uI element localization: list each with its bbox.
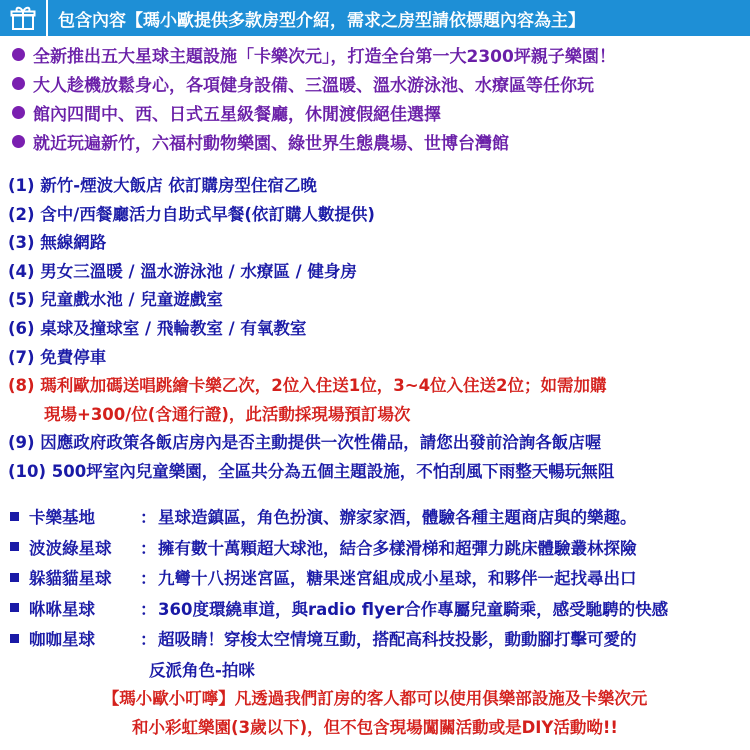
highlight-text: 全新推出五大星球主題設施「卡樂次元」，打造全台第一大2300坪親子樂園！	[33, 47, 616, 67]
zone-row	[8, 532, 748, 563]
highlight-item	[10, 40, 745, 69]
promo-item-continuation: 現場+300/位(含通行證)，此活動採現場預訂場次	[44, 404, 411, 424]
zone-colon: ：	[140, 538, 157, 558]
included-item: (10) 500坪室內兒童樂園，全區共分為五個主題設施，不怕刮風下雨整天暢玩無阻	[8, 461, 615, 481]
zone-description-continuation: 反派角色-拍咪	[149, 660, 255, 680]
included-item: (2) 含中/西餐廳活力自助式早餐(依訂購人數提供)	[8, 204, 375, 224]
tip-line: 和小彩虹樂園(3歲以下)，但不包含現場闖關活動或是DIY活動呦!!	[132, 718, 618, 737]
tip-notice	[0, 684, 750, 742]
zone-description: 360度環繞車道，與radio flyer合作專屬兒童騎乘，感受馳騁的快感	[158, 599, 669, 619]
bullet-dot-icon	[12, 77, 25, 90]
zone-description: 星球造鎮區，角色扮演、辦家家酒，體驗各種主題商店與的樂趣。	[158, 508, 637, 528]
header-title: 包含內容【瑪小歐提供多款房型介紹，需求之房型請依標題內容為主】	[58, 10, 585, 31]
square-bullet-icon	[10, 573, 19, 582]
zone-colon: ：	[140, 508, 157, 528]
included-item: (7) 免費停車	[8, 347, 107, 367]
zone-row	[8, 562, 748, 593]
zone-colon: ：	[140, 569, 157, 589]
included-item: (1) 新竹-煙波大飯店 依訂購房型住宿乙晚	[8, 176, 317, 195]
included-item: (9) 因應政府政策各飯店房內是否主動提供一次性備品，請您出發前洽詢各飯店喔	[8, 433, 602, 453]
square-bullet-icon	[10, 634, 19, 643]
zone-name: 躲貓貓星球	[29, 569, 112, 589]
highlight-item	[10, 69, 745, 98]
included-item: (5) 兒童戲水池 / 兒童遊戲室	[8, 290, 223, 310]
theme-zones-list	[8, 501, 748, 684]
zone-description: 超吸睛！穿梭太空情境互動，搭配高科技投影，動動腳打擊可愛的	[158, 630, 637, 650]
zone-description: 擁有數十萬顆超大球池，結合多樣滑梯和超彈力跳床體驗叢林探險	[158, 538, 637, 558]
highlight-text: 就近玩遍新竹，六福村動物樂園、綠世界生態農場、世博台灣館	[33, 134, 509, 154]
zone-row	[8, 593, 748, 624]
zone-name: 咻咻星球	[29, 599, 95, 619]
included-items-list	[8, 172, 746, 487]
zone-row	[8, 623, 748, 654]
zone-name: 波波綠星球	[29, 538, 112, 558]
header-bar	[0, 0, 750, 36]
highlight-text: 館內四間中、西、日式五星級餐廳，休閒渡假絕佳選擇	[33, 105, 441, 125]
square-bullet-icon	[10, 603, 19, 612]
bullet-dot-icon	[12, 106, 25, 119]
highlight-item	[10, 127, 745, 156]
highlight-item	[10, 98, 745, 127]
zone-row	[8, 501, 748, 532]
square-bullet-icon	[10, 542, 19, 551]
included-item: (3) 無線網路	[8, 233, 107, 253]
included-item: (6) 桌球及撞球室 / 飛輪教室 / 有氧教室	[8, 318, 307, 338]
promo-item: (8) 瑪利歐加碼送唱跳繪卡樂乙次，2位入住送1位，3~4位入住送2位；如需加購	[8, 376, 607, 396]
gift-icon	[0, 0, 48, 36]
bullet-dot-icon	[12, 135, 25, 148]
bullet-dot-icon	[12, 48, 25, 61]
zone-colon: ：	[140, 599, 157, 619]
zone-name: 咖咖星球	[29, 630, 95, 650]
zone-colon: ：	[140, 630, 157, 650]
highlights-list	[10, 40, 745, 156]
included-item: (4) 男女三溫暖 / 溫水游泳池 / 水療區 / 健身房	[8, 261, 357, 281]
tip-line: 【瑪小歐小叮嚀】凡透過我們訂房的客人都可以使用俱樂部設施及卡樂次元	[102, 689, 648, 708]
highlight-text: 大人趁機放鬆身心，各項健身設備、三溫暖、溫水游泳池、水療區等任你玩	[33, 76, 594, 96]
zone-description: 九彎十八拐迷宮區，糖果迷宮組成成小星球，和夥伴一起找尋出口	[158, 569, 637, 589]
zone-name: 卡樂基地	[29, 508, 95, 528]
square-bullet-icon	[10, 512, 19, 521]
